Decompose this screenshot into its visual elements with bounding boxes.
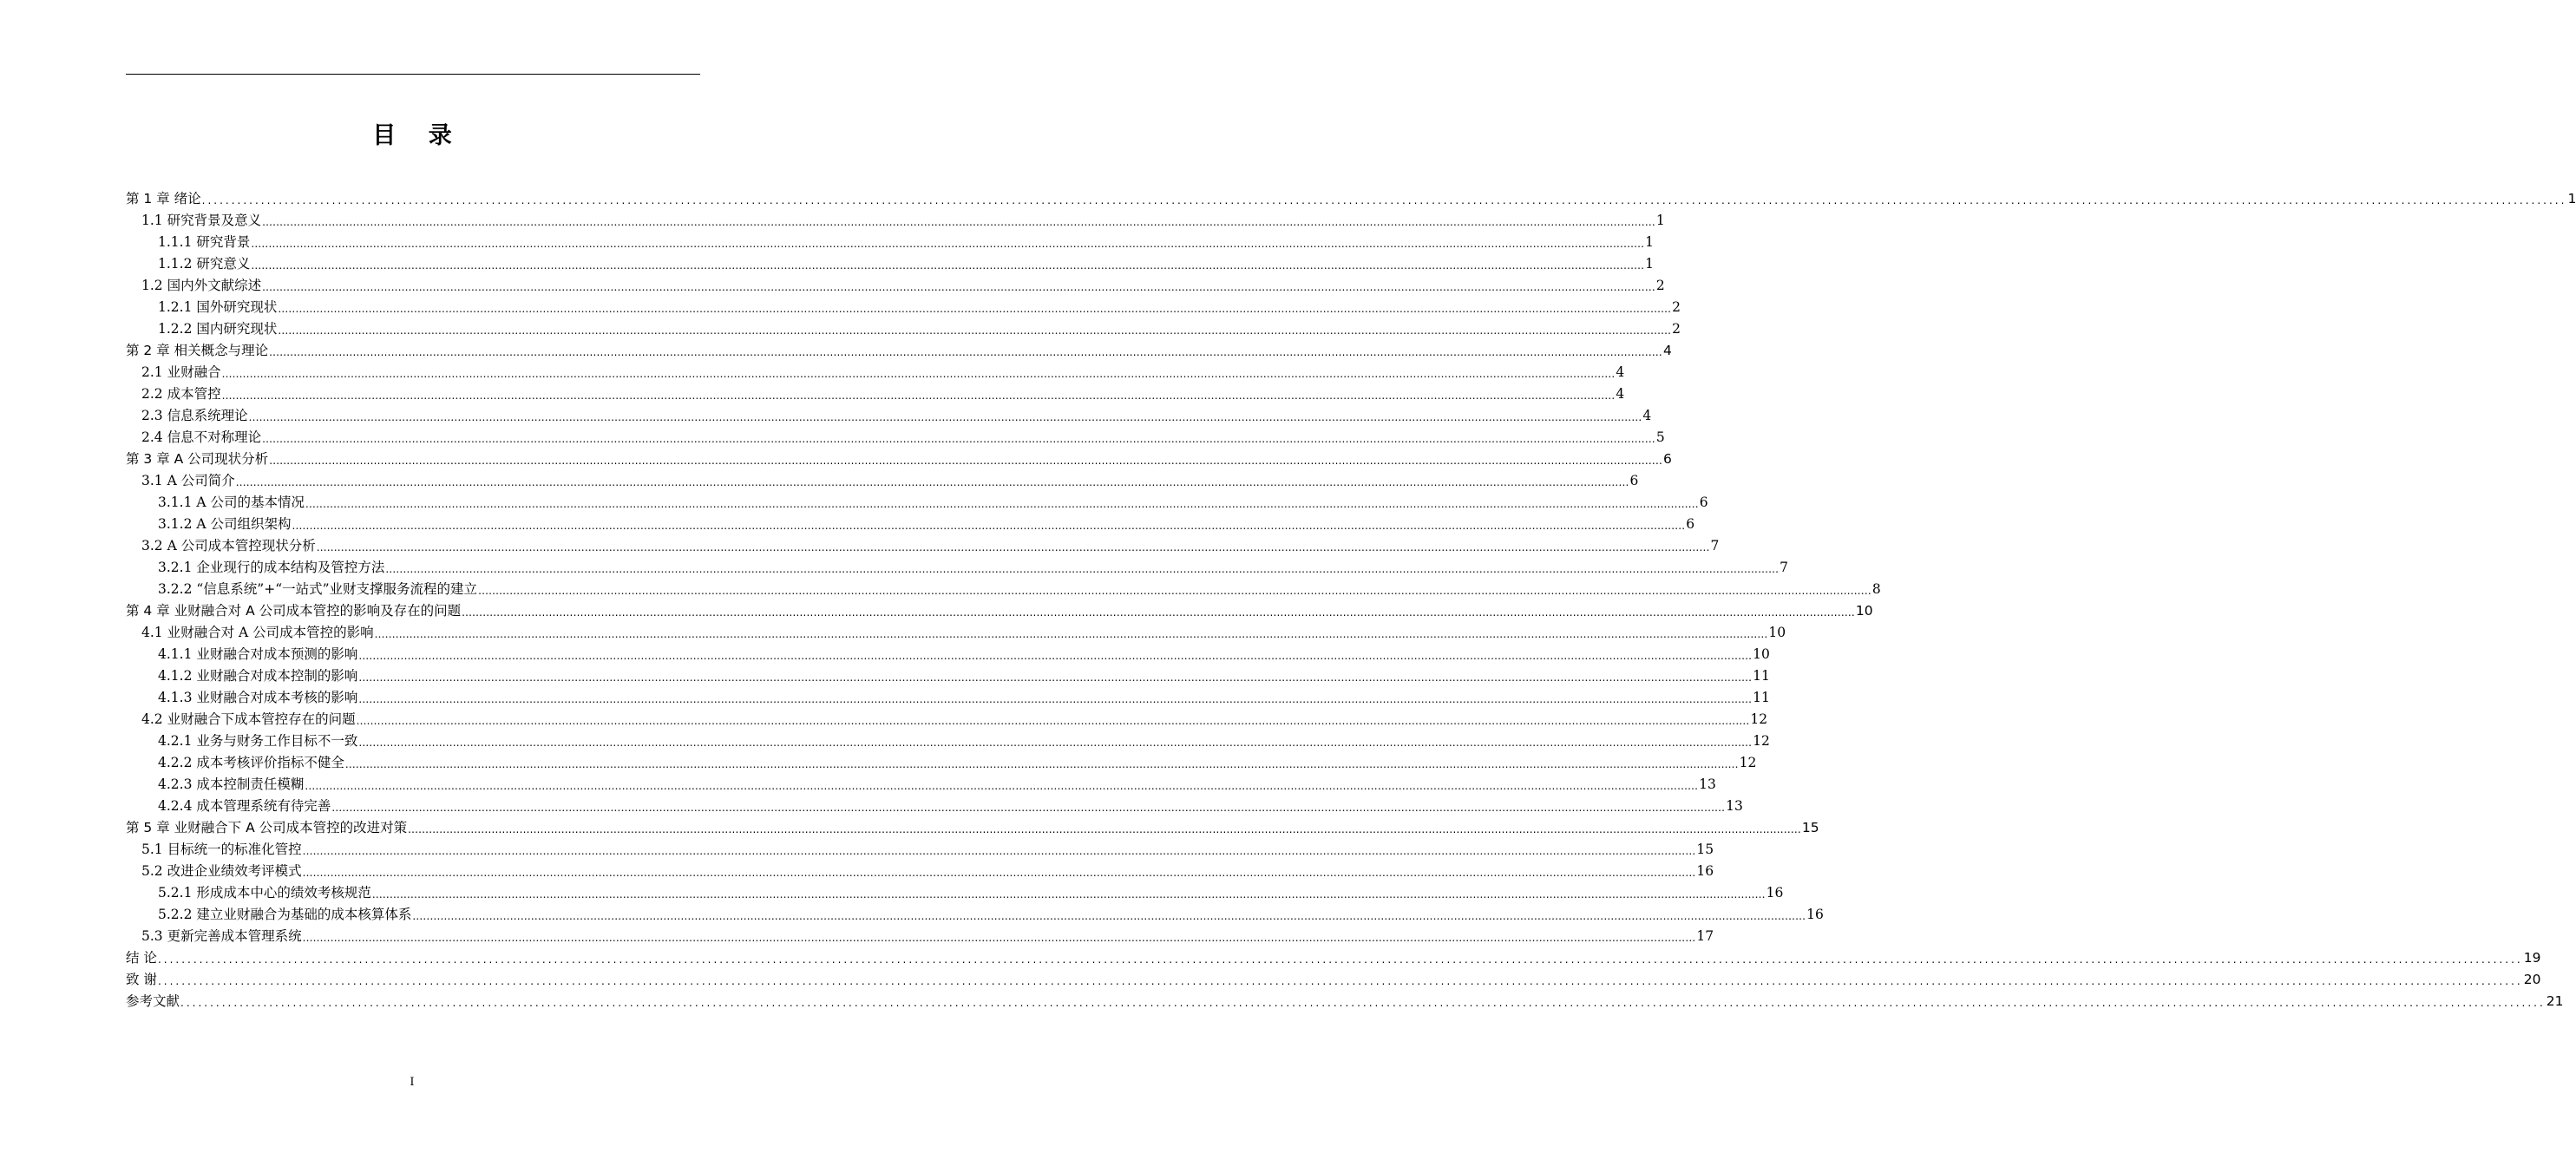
toc-entry-label: 4.1 业财融合对 A 公司成本管控的影响 bbox=[141, 625, 374, 640]
toc-entry-label: 1.2.1 国外研究现状 bbox=[158, 299, 278, 315]
toc-leader-dots: ................................................................................................................................................................................................................................................................................................................................................................................................................ bbox=[356, 715, 1750, 727]
toc-leader-dots: ................................................................................................................................................................................................................................................................................................................................................................................................................ bbox=[358, 671, 1753, 684]
toc-leader-dots: ................................................................................................................................................................................................................................................................................................................................................................................................................ bbox=[269, 346, 1662, 358]
toc-leader-dots: ................................................................................................................................................................................................................................................................................................................................................................................................................ bbox=[278, 324, 1672, 337]
toc-entry[interactable] bbox=[126, 535, 1720, 557]
toc-entry[interactable] bbox=[126, 297, 1681, 318]
toc-entry-page: 5 bbox=[1655, 429, 1665, 445]
toc-entry-label: 3.1 A 公司简介 bbox=[141, 473, 235, 488]
toc-entry[interactable] bbox=[126, 427, 1665, 449]
toc-entry-page: 8 bbox=[1871, 581, 1881, 597]
toc-entry-page: 11 bbox=[1753, 690, 1770, 705]
toc-entry[interactable] bbox=[126, 275, 1665, 297]
toc-entry[interactable] bbox=[126, 817, 1819, 839]
toc-leader-dots: ................................................................................................................................................................................................................................................................................................................................................................................................................ bbox=[262, 281, 1655, 293]
toc-entry-page: 6 bbox=[1686, 516, 1695, 532]
toc-entry-label: 1.1.1 研究背景 bbox=[158, 234, 251, 250]
toc-entry-page: 1 bbox=[1645, 234, 1655, 250]
toc-entry-label: 4.1.1 业财融合对成本预测的影响 bbox=[158, 646, 358, 662]
toc-entry-label: 1.2 国内外文献综述 bbox=[141, 278, 262, 293]
toc-entry[interactable] bbox=[126, 969, 2541, 991]
toc-entry-label: 5.2.2 建立业财融合为基础的成本核算体系 bbox=[158, 907, 412, 922]
toc-entry-label: 3.1.1 A 公司的基本情况 bbox=[158, 495, 305, 510]
toc-entry-label: 4.2.2 成本考核评价指标不健全 bbox=[158, 755, 344, 770]
toc-entry-label: 4.1.3 业财融合对成本考核的影响 bbox=[158, 690, 358, 705]
toc-entry-page: 4 bbox=[1616, 364, 1625, 380]
toc-entry[interactable] bbox=[126, 362, 1625, 383]
toc-entry-page: 1 bbox=[1655, 213, 1665, 228]
toc-entry-label: 5.2.1 形成成本中心的绩效考核规范 bbox=[158, 885, 371, 901]
toc-entry-label: 1.1 研究背景及意义 bbox=[141, 213, 262, 228]
toc-entry-page: 19 bbox=[2523, 950, 2541, 966]
toc-leader-dots: ................................................................................................................................................................................................................................................................................................................................................................................................................ bbox=[374, 628, 1768, 640]
toc-leader-dots: ................................................................................................................................................................................................................................................................................................................................................................................................................ bbox=[221, 390, 1616, 402]
toc-entry[interactable] bbox=[126, 188, 2576, 210]
toc-entry[interactable] bbox=[126, 904, 1824, 926]
toc-leader-dots: ................................................................................................................................................................................................................................................................................................................................................................................................................ bbox=[221, 368, 1616, 380]
toc-entry-page: 10 bbox=[1855, 603, 1873, 619]
toc-entry-label: 4.2.3 成本控制责任模糊 bbox=[158, 776, 305, 792]
toc-entry-page: 6 bbox=[1629, 473, 1639, 488]
toc-leader-dots: ................................................................................................................................................................................................................................................................................................................................................................................................................ bbox=[262, 433, 1655, 445]
toc-entry-page: 15 bbox=[1801, 820, 1819, 835]
page-number: I bbox=[410, 1076, 415, 1089]
toc-entry[interactable] bbox=[126, 492, 1708, 514]
toc-entry-page: 4 bbox=[1662, 343, 1672, 358]
toc-entry-page: 12 bbox=[1750, 711, 1768, 727]
toc-entry-page: 12 bbox=[1753, 733, 1770, 749]
toc-entry-page: 16 bbox=[1696, 863, 1714, 879]
toc-entry[interactable] bbox=[126, 405, 1652, 427]
toc-entry-page: 6 bbox=[1699, 495, 1708, 510]
toc-entry-label: 3.2.2 “信息系统”+“一站式”业财支撑服务流程的建立 bbox=[158, 581, 478, 597]
toc-entry-label: 4.2.4 成本管理系统有待完善 bbox=[158, 798, 331, 814]
toc-entry[interactable] bbox=[126, 709, 1768, 730]
toc-entry[interactable] bbox=[126, 991, 2564, 1012]
toc-leader-dots: ................................................................................................................................................................................................................................................................................................................................................................................................................ bbox=[302, 867, 1696, 879]
toc-leader-dots: ................................................................................................................................................................................................................................................................................................................................................................................................................ bbox=[412, 910, 1806, 922]
toc-entry-label: 5.2 改进企业绩效考评模式 bbox=[141, 863, 302, 879]
toc-entry-page: 21 bbox=[2546, 993, 2564, 1009]
toc-entry-label: 1.2.2 国内研究现状 bbox=[158, 321, 278, 337]
toc-leader-dots: ................................................................................................................................................................................................................................................................................................................................................................................................................ bbox=[408, 823, 1801, 835]
toc-entry-label: 5.1 目标统一的标准化管控 bbox=[141, 842, 302, 857]
toc-entry[interactable] bbox=[126, 796, 1743, 817]
toc-leader-dots: ................................................................................................................................................................................................................................................................................................................................................................................................................ bbox=[292, 520, 1686, 532]
toc-entry-label: 2.1 业财融合 bbox=[141, 364, 221, 380]
toc-entry-page: 16 bbox=[1766, 885, 1784, 901]
toc-leader-dots: ................................................................................................................................................................................................................................................................................................................................................................................................................ bbox=[358, 693, 1753, 705]
toc-entry[interactable] bbox=[126, 449, 1672, 470]
toc-entry-label: 5.3 更新完善成本管理系统 bbox=[141, 928, 302, 944]
toc-entry-label: 第 5 章 业财融合下 A 公司成本管控的改进对策 bbox=[126, 820, 408, 835]
toc-entry[interactable] bbox=[126, 600, 1873, 622]
toc-entry[interactable] bbox=[126, 253, 1655, 275]
toc-entry-label: 3.2.1 企业现行的成本结构及管控方法 bbox=[158, 560, 385, 575]
toc-entry[interactable] bbox=[126, 839, 1714, 861]
toc-entry-label: 4.2.1 业务与财务工作目标不一致 bbox=[158, 733, 358, 749]
toc-entry-label: 第 1 章 绪论 bbox=[126, 191, 201, 206]
toc-entry-page: 13 bbox=[1726, 798, 1743, 814]
toc-leader-dots: ................................................................................................................................................................................................................................................................................................................................................................................................................ bbox=[269, 455, 1662, 467]
toc-entry-page: 15 bbox=[1696, 842, 1714, 857]
page-title: 目 录 bbox=[372, 122, 464, 149]
toc-leader-dots: ................................................................................................................................................................................................................................................................................................................................................................................................................ bbox=[316, 541, 1710, 554]
toc-leader-dots: ................................................................................................................................................................................................................................................................................................................................................................................................................ bbox=[235, 476, 1629, 488]
header-rule bbox=[126, 74, 700, 75]
toc-leader-dots: ................................................................................................................................................................................................................................................................................................................................................................................................................ bbox=[305, 498, 1699, 510]
toc-entry-label: 第 2 章 相关概念与理论 bbox=[126, 343, 269, 358]
toc-entry-page: 1 bbox=[2567, 191, 2576, 206]
toc-entry[interactable] bbox=[126, 557, 1789, 579]
toc-entry-page: 13 bbox=[1699, 776, 1716, 792]
toc-entry-label: 第 4 章 业财融合对 A 公司成本管控的影响及存在的问题 bbox=[126, 603, 462, 619]
toc-entry-label: 2.4 信息不对称理论 bbox=[141, 429, 262, 445]
toc-entry[interactable] bbox=[126, 774, 1716, 796]
toc-entry[interactable] bbox=[126, 579, 1881, 600]
toc-entry[interactable] bbox=[126, 232, 1655, 253]
toc-entry-page: 1 bbox=[1645, 256, 1655, 272]
table-of-contents bbox=[126, 188, 2576, 1012]
toc-entry-label: 2.2 成本管控 bbox=[141, 386, 221, 402]
toc-entry[interactable] bbox=[126, 318, 1681, 340]
toc-entry[interactable] bbox=[126, 383, 1625, 405]
toc-entry-label: 4.2 业财融合下成本管控存在的问题 bbox=[141, 711, 356, 727]
toc-entry[interactable] bbox=[126, 926, 1714, 947]
toc-leader-dots: ................................................................................................................................................................................................................................................................................................................................................................................................................ bbox=[251, 238, 1645, 250]
toc-leader-dots: ................................................................................................................................................................................................................................................................................................................................................................................................................ bbox=[157, 975, 2523, 987]
toc-leader-dots: ................................................................................................................................................................................................................................................................................................................................................................................................................ bbox=[371, 888, 1766, 901]
toc-entry-page: 11 bbox=[1753, 668, 1770, 684]
toc-leader-dots: ................................................................................................................................................................................................................................................................................................................................................................................................................ bbox=[302, 932, 1696, 944]
toc-entry-page: 2 bbox=[1672, 321, 1681, 337]
toc-entry[interactable] bbox=[126, 687, 1770, 709]
toc-entry-page: 7 bbox=[1780, 560, 1789, 575]
toc-leader-dots: ................................................................................................................................................................................................................................................................................................................................................................................................................ bbox=[344, 758, 1739, 770]
toc-entry-page: 7 bbox=[1710, 538, 1720, 554]
toc-entry-label: 第 3 章 A 公司现状分析 bbox=[126, 451, 269, 467]
toc-leader-dots: ................................................................................................................................................................................................................................................................................................................................................................................................................ bbox=[478, 585, 1871, 597]
toc-leader-dots: ................................................................................................................................................................................................................................................................................................................................................................................................................ bbox=[302, 845, 1696, 857]
toc-leader-dots: ................................................................................................................................................................................................................................................................................................................................................................................................................ bbox=[305, 780, 1699, 792]
toc-entry[interactable] bbox=[126, 861, 1714, 882]
toc-leader-dots: ................................................................................................................................................................................................................................................................................................................................................................................................................ bbox=[251, 259, 1645, 272]
toc-entry-label: 1.1.2 研究意义 bbox=[158, 256, 251, 272]
toc-entry-page: 17 bbox=[1696, 928, 1714, 944]
toc-entry-page: 6 bbox=[1662, 451, 1672, 467]
toc-entry-page: 12 bbox=[1739, 755, 1757, 770]
toc-entry-label: 致 谢 bbox=[126, 972, 157, 987]
toc-entry-page: 2 bbox=[1672, 299, 1681, 315]
toc-entry[interactable] bbox=[126, 730, 1770, 752]
toc-leader-dots: ................................................................................................................................................................................................................................................................................................................................................................................................................ bbox=[278, 303, 1672, 315]
toc-entry-page: 20 bbox=[2523, 972, 2541, 987]
toc-entry[interactable] bbox=[126, 622, 1786, 644]
toc-entry-label: 结 论 bbox=[126, 950, 157, 966]
toc-entry[interactable] bbox=[126, 644, 1770, 665]
toc-entry[interactable] bbox=[126, 752, 1757, 774]
toc-entry-page: 2 bbox=[1655, 278, 1665, 293]
toc-entry-label: 3.1.2 A 公司组织架构 bbox=[158, 516, 292, 532]
toc-entry-page: 10 bbox=[1753, 646, 1770, 662]
toc-entry[interactable] bbox=[126, 210, 1665, 232]
toc-leader-dots: ................................................................................................................................................................................................................................................................................................................................................................................................................ bbox=[462, 606, 1855, 619]
toc-leader-dots: ................................................................................................................................................................................................................................................................................................................................................................................................................ bbox=[331, 802, 1726, 814]
toc-entry[interactable] bbox=[126, 882, 1784, 904]
toc-entry-page: 4 bbox=[1616, 386, 1625, 402]
toc-leader-dots: ................................................................................................................................................................................................................................................................................................................................................................................................................ bbox=[157, 953, 2523, 966]
toc-leader-dots: ................................................................................................................................................................................................................................................................................................................................................................................................................ bbox=[262, 216, 1655, 228]
toc-leader-dots: ................................................................................................................................................................................................................................................................................................................................................................................................................ bbox=[201, 194, 2567, 206]
toc-entry-page: 16 bbox=[1806, 907, 1824, 922]
toc-leader-dots: ................................................................................................................................................................................................................................................................................................................................................................................................................ bbox=[358, 650, 1753, 662]
toc-entry-page: 10 bbox=[1768, 625, 1786, 640]
toc-entry-label: 2.3 信息系统理论 bbox=[141, 408, 248, 423]
toc-entry[interactable] bbox=[126, 947, 2541, 969]
toc-leader-dots: ................................................................................................................................................................................................................................................................................................................................................................................................................ bbox=[248, 411, 1642, 423]
toc-leader-dots: ................................................................................................................................................................................................................................................................................................................................................................................................................ bbox=[385, 563, 1780, 575]
toc-entry[interactable] bbox=[126, 514, 1695, 535]
toc-entry-label: 参考文献 bbox=[126, 993, 180, 1009]
toc-entry[interactable] bbox=[126, 470, 1639, 492]
toc-entry[interactable] bbox=[126, 665, 1770, 687]
toc-leader-dots: ................................................................................................................................................................................................................................................................................................................................................................................................................ bbox=[358, 737, 1753, 749]
toc-entry-page: 4 bbox=[1642, 408, 1652, 423]
toc-entry-label: 4.1.2 业财融合对成本控制的影响 bbox=[158, 668, 358, 684]
toc-leader-dots: ................................................................................................................................................................................................................................................................................................................................................................................................................ bbox=[180, 997, 2546, 1009]
toc-entry[interactable] bbox=[126, 340, 1672, 362]
toc-entry-label: 3.2 A 公司成本管控现状分析 bbox=[141, 538, 316, 554]
